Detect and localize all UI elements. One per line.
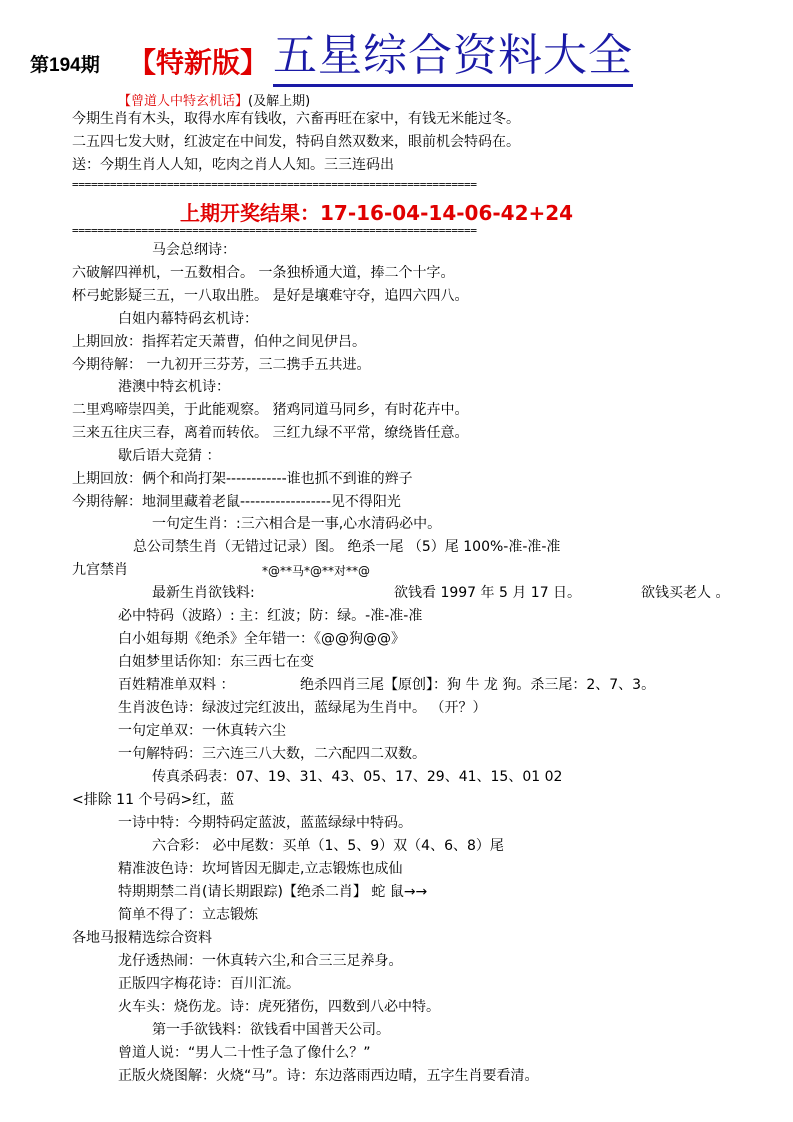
content-line: 欲钱买老人 。 <box>641 585 730 601</box>
content-line: 一句定生肖：:三六相合是一事,心水清码必中。 <box>152 516 442 532</box>
intro-subtitle <box>118 90 310 109</box>
content-line: 白小姐每期《绝杀》全年错一：《@@狗@@》 <box>118 631 405 647</box>
content-line: 三来五往庆三春，离着而转依。 三红九绿不平常，缭绕皆任意。 <box>72 425 469 441</box>
intro-line: 送：今期生肖人人知，吃肉之肖人人知。三三连码出 <box>72 157 394 173</box>
content-line: 上期回放：指挥若定天萧曹，伯仲之间见伊吕。 <box>72 334 366 350</box>
content-line: 简单不得了：立志锻炼 <box>118 907 258 923</box>
content-line: 一句解特码：三六连三八大数，二六配四二双数。 <box>118 746 426 762</box>
content-line: 绝杀四肖三尾【原创】：狗 牛 龙 狗。杀三尾：2、7、3。 <box>300 677 656 693</box>
content-line: 一诗中特：今期特码定蓝波，蓝蓝绿绿中特码。 <box>118 815 412 831</box>
content-line: 上期回放：俩个和尚打架------------谁也抓不到谁的辫子 <box>72 471 413 487</box>
content-line: 正版四字梅花诗：百川汇流。 <box>118 976 300 992</box>
content-line: 六破解四禅机，一五数相合。 一条独桥通大道，捧二个十字。 <box>72 265 455 281</box>
content-line: 火车头：烧伤龙。诗：虎死猪伤，四数到八必中特。 <box>118 999 440 1015</box>
content-line: 总公司禁生肖（无错过记录）图。 绝杀一尾 （5）尾 100%-准-准-准 <box>133 539 561 555</box>
content-line: 一句定单双：一休真转六尘 <box>118 723 286 739</box>
section-heading: 歇后语大竞猜 ： <box>118 448 221 464</box>
content-line: 曾道人说：“男人二十性子急了像什么？” <box>118 1045 371 1061</box>
content-line: 白姐梦里话你知：东三西七在变 <box>118 654 314 670</box>
edition-label: 【特新版】 <box>128 46 269 79</box>
masked-text: *@**马*@**对**@ <box>262 564 371 578</box>
content-line: 第一手欲钱料：欲钱看中国普天公司。 <box>152 1022 390 1038</box>
content-line: 今期待解： 一九初开三芬芳，三二携手五共进。 <box>72 357 371 373</box>
content-line: 九宫禁肖 <box>72 562 128 578</box>
content-line: <排除 11 个号码>红，蓝 <box>72 792 235 808</box>
intro-subtitle-red: 【曾道人中特玄机话】 <box>118 94 249 109</box>
divider: ================================================================ <box>72 178 477 191</box>
content-line: 今期待解：地洞里藏着老鼠------------------见不得阳光 <box>72 494 401 510</box>
content-line: 六合彩： 必中尾数：买单（1、5、9）双（4、6、8）尾 <box>152 838 504 854</box>
intro-line: 二五四七发大财，红波定在中间发，特码自然双数来，眼前机会特码在。 <box>72 134 520 150</box>
divider: ================================================================ <box>72 224 477 237</box>
section-heading: 马会总纲诗： <box>152 242 236 258</box>
section-heading: 港澳中特玄机诗： <box>118 379 230 395</box>
content-line: 杯弓蛇影疑三五，一八取出胜。 是好是壤难守夺，追四六四八。 <box>72 288 469 304</box>
intro-subtitle-note: (及解上期) <box>248 94 311 109</box>
content-line: 正版火烧图解：火烧“马”。诗：东边落雨西边晴，五字生肖要看清。 <box>118 1068 539 1084</box>
section-heading: 各地马报精选综合资料 <box>72 930 212 946</box>
content-line: 传真杀码表：07、19、31、43、05、17、29、41、15、01 02 <box>152 769 563 785</box>
page-title: 五星综合资料大全 <box>273 28 633 87</box>
content-line: 必中特码（波路）: 主：红波；防：绿。-准-准-准 <box>118 608 423 624</box>
content-line: 最新生肖欲钱料: <box>152 585 255 601</box>
issue-number: 第194期 <box>30 55 100 76</box>
content-line: 欲钱看 1997 年 5 月 17 日。 <box>394 585 582 601</box>
content-line: 精准波色诗：坎坷皆因无脚走,立志锻炼也成仙 <box>118 861 403 877</box>
section-heading: 白姐内幕特码玄机诗： <box>118 311 258 327</box>
content-line: 特期期禁二肖(请长期跟踪)【绝杀二肖】 蛇 鼠→→ <box>118 884 428 900</box>
content-line: 二里鸡啼崇四美，于此能观察。 猪鸡同道马同乡，有时花卉中。 <box>72 402 469 418</box>
content-line: 百姓精准单双料 ： <box>118 677 235 693</box>
content-line: 龙仔透热闹：一休真转六尘,和合三三足养身。 <box>118 953 403 969</box>
last-draw-result: 上期开奖结果：17-16-04-14-06-42+24 <box>180 201 574 225</box>
content-line: 生肖波色诗：绿波过完红波出，蓝绿尾为生肖中。 （开？） <box>118 700 487 716</box>
intro-line: 今期生肖有木头，取得水库有钱收，六畜再旺在家中，有钱无米能过冬。 <box>72 111 520 127</box>
